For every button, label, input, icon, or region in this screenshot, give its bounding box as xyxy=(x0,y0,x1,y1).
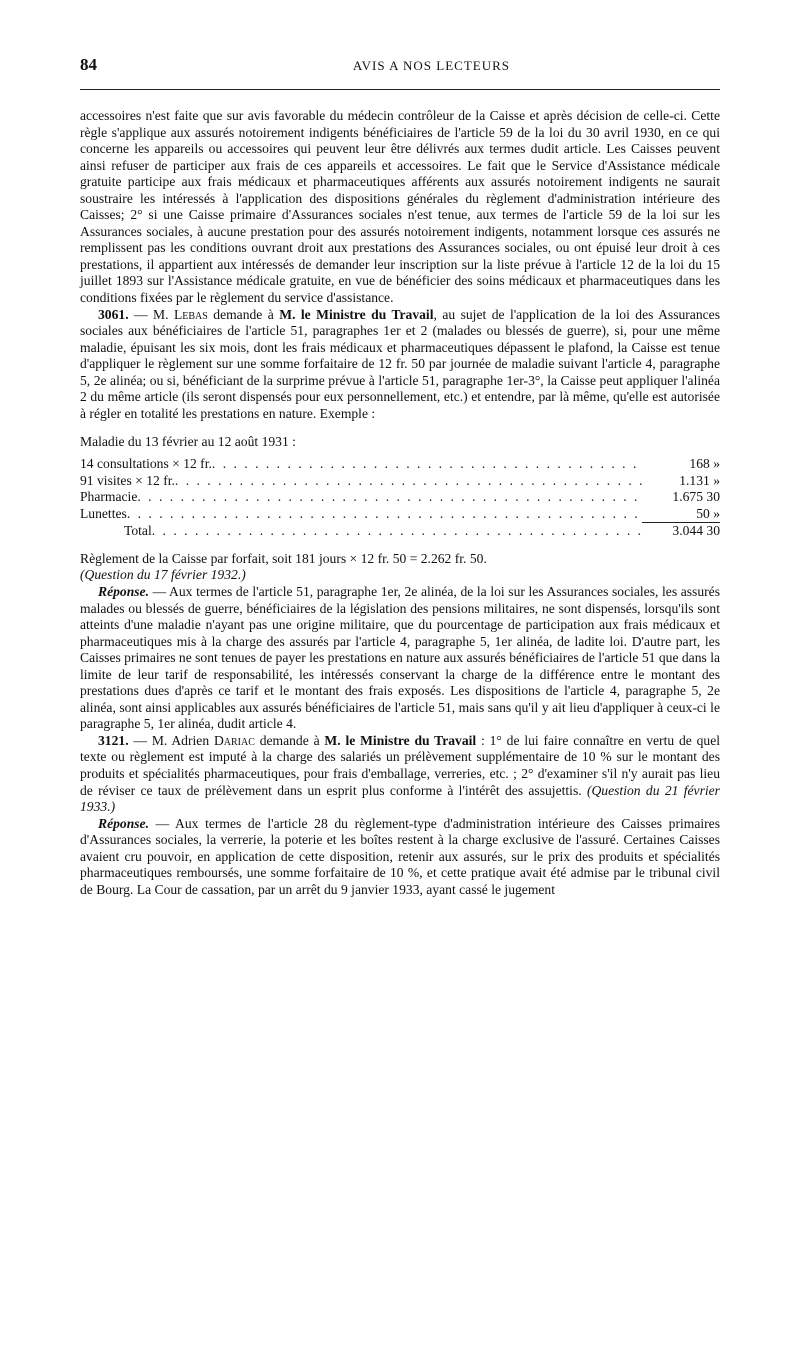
question-3061: 3061. — M. Lebas demande à M. le Ministre du Travail, au sujet de l'application de la loi des Assurances sociales aux bénéficiaires de l'article 51, paragraphes 1er et 2 (malades ou blessés de guerre), si, pour une même maladie, épuisant les six mois, dont les frais médicaux et pharmaceutiques dépassent le plafond, la Caisse est tenue d'appliquer le règlement sur une somme forfaitaire de 12 fr. 50 par journée de maladie suivant l'article 4, paragraphe 5, 2e alinéa; ou si, bénéficiant de la surprime prévue à l'article 51, paragraphe 1er-3°, la Caisse peut appliquer l'alinéa 2 du même article (ils seront dispensés pour eux personnellement, etc.) et entendre, par là même, qu'elle est autorisée à régler en totalité les prestations en nature. Exemple : xyxy=(80,306,720,421)
question-date: (Question du 17 février 1932.) xyxy=(80,567,246,583)
reponse-3061: Réponse. — Aux termes de l'article 51, paragraphe 1er, 2e alinéa, de la loi sur les Assurances sociales, les assurés malades ou blessés de guerre, bénéficiaires de la législation des pensions militaires, ne sont dispensés, lorsqu'ils sont atteints d'une maladie n'ayant pas une origine militaire, que du pourcentage de participation aux frais médicaux et pharmaceutiques mis à la charge des assurés par l'article 4, paragraphe 5, 1er alinéa, de ladite loi. D'autre part, les Caisses primaires ne sont tenues de payer les prestations en nature aux assurés bénéficiaires de l'article 51 que dans la limite de leur tarif de responsabilité, les intéressés conservant la charge de la différence entre le montant des prestations dues d'après ce tarif et le montant des frais exposés. Les dispositions de l'article 4, paragraphe 5, 2e alinéa, sont ainsi applicables aux assurés bénéficiaires de l'article 51, mais sans qu'il y ait lieu d'appliquer à ceux-ci le paragraphe 5, 1er alinéa, dudit article 4. xyxy=(80,583,721,732)
calc-row: Pharmacie . . . 1.675 30 xyxy=(80,489,720,506)
calc-total-row: Total . . . 3.044 30 xyxy=(80,523,720,540)
reponse-label: Réponse. xyxy=(98,815,149,831)
question-number: 3061. xyxy=(98,306,129,322)
calc-row: 91 visites × 12 fr. . . . 1.131 » xyxy=(80,473,720,490)
calc-title: Maladie du 13 février au 12 août 1931 : xyxy=(80,434,296,450)
deputy-name: Dariac xyxy=(213,732,255,748)
minister-name: M. le Ministre du Travail xyxy=(279,306,434,322)
reglement-line: Règlement de la Caisse par forfait, soit 181 jours × 12 fr. 50 = 2.262 fr. 50. xyxy=(80,550,487,566)
minister-name: M. le Ministre du Travail xyxy=(324,732,477,748)
header-rule xyxy=(80,89,720,90)
question-date: (Question du 21 février 1933.) xyxy=(80,782,720,815)
reponse-3121: Réponse. — Aux termes de l'article 28 du règlement-type d'administration intérieure des Caisses primaires d'Assurances sociales, la verrerie, la poterie et les boîtes restent à la charge exclusive de l'assuré. Certaines Caisses avaient cru pouvoir, en application de cette disposition, retenir aux assurés, sur le prix des produits et spécialités pharmaceutiques remboursés, une somme forfaitaire de 10 %, et cette pratique avait été admise par le tribunal civil de Bourg. La Cour de cassation, par un arrêt du 9 janvier 1933, ayant cassé le jugement xyxy=(80,815,720,897)
page-number: 84 xyxy=(80,55,97,74)
question-3121: 3121. — M. Adrien Dariac demande à M. le Ministre du Travail : 1° de lui faire connaître en vertu de quel texte ou règlement est imputé à la charge des salariés un prélèvement supplémentaire de 10 % sur le montant des produits et spécialités pharmaceutiques, pour frais d'emballage, verreries, etc. ; 2° d'examiner s'il n'y aurait pas lieu de réviser ce taux de prélèvement dans un esprit plus conforme à l'intérêt des assujettis. (Question du 21 février 1933.) xyxy=(80,732,721,815)
page xyxy=(80,55,720,898)
calc-row: 14 consultations × 12 fr. . . . 168 » xyxy=(80,456,720,473)
calculation-table xyxy=(80,433,720,540)
paragraph-continuation: accessoires n'est faite que sur avis favorable du médecin contrôleur de la Caisse et après décision de celle-ci. Cette règle s'applique aux assurés notoirement indigents bénéficiaires de l'article 59 de la loi du 30 avril 1930, en ce qui concerne les appareils ou accessoires qui peuvent leur être délivrés aux termes dudit article. Les Caisses peuvent ainsi refuser de participer aux frais de ces appareils et accessoires. Le fait que le Service d'Assistance médicale gratuite participe aux frais médicaux et pharmaceutiques afférents aux assurés notoirement indigents ne saurait soustraire les intéressés à l'application des dispositions générales du règlement d'administration intérieure des Caisses; 2° si une Caisse primaire d'Assurances sociales n'est tenue, aux termes de l'article 59 de la loi sur les Assurances sociales, à aucune prestation pour des assurés notoirement indigents, notamment lorsque ces assurés ne remplissent pas les conditions ouvrant droit aux prestations des Assurances sociales, ou ont épuisé leur droit à ces prestations, il appartient aux intéressés de demander leur inscription sur la liste prévue à l'article 12 de la loi du 15 juillet 1893 sur l'Assistance médicale gratuite, en vue de bénéficier des soins médicaux et pharmaceutiques dans les conditions fixées par le règlement du service d'assistance. xyxy=(80,108,720,306)
deputy-name: Lebas xyxy=(173,306,208,322)
calc-row: Lunettes . . . 50 » xyxy=(80,506,720,524)
page-header xyxy=(80,55,720,79)
reponse-label: Réponse. xyxy=(98,583,149,599)
running-title: AVIS A NOS LECTEURS xyxy=(352,58,510,73)
question-number: 3121. xyxy=(98,732,129,748)
